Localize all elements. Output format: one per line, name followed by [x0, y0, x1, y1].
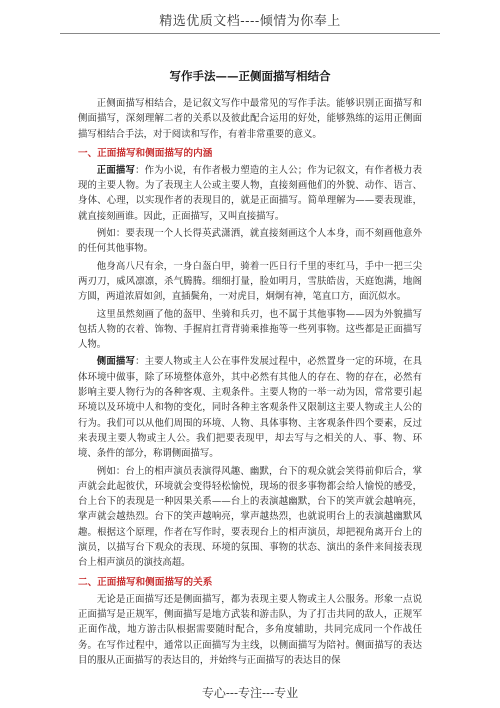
term-indirect-description: 侧面描写 [96, 356, 136, 368]
page-header: 精选优质文档----倾情为你奉上 [159, 14, 341, 29]
section-2-heading: 二、正面描写和侧面描写的关系 [78, 576, 213, 588]
section-1-paragraph-4: 这里虽然刻画了他的盔甲、坐骑和兵刃，也不属于其他事物——因为外貌描写包括人物的衣着、饰物、手握肩扛背背骑乘推拖等一些列事物。这些都是正面描写人物。 [78, 308, 422, 351]
header-divider [60, 33, 440, 34]
section-2-paragraph-1: 无论是正面描写还是侧面描写，都为表现主要人物或主人公服务。形象一点说正面描写是正规军，侧面描写是地方武装和游击队，为了打击共同的敌人，正规军正面作战，地方游击队根据需要随时配合，多角度辅助，共同完成同一个作战任务。在写作过程中，通常以正面描写为主线，以侧面描写为陪衬。侧面描写的表达目的服从正面描写的表达目的，并始终与正面描写的表达目的保 [78, 593, 422, 666]
intro-paragraph: 正侧面描写相结合，是记叙文写作中最常见的写作手法。能够识别正面描写和侧面描写，深刻理解二者的关系以及彼此配合运用的好处，能够熟练的运用正侧面描写相结合手法，对于阅读和写作，有着非常重要的意义。 [78, 98, 422, 140]
section-1-paragraph-5-text: ：主要人物或主人公在事件发展过程中，必然置身一定的环境，在具体环境中做事，除了环境整体意外，其中必然有其他人的存在、物的存在，必然有影响主要人物行为的各种客观、主观条件。主要人物的一举一动为因，常常要引起环境以及环境中人和物的变化，同时各种主客观条件又限制这主要人物或主人公的行为。我们可以从他们周围的环境、人物、具体事物、主客观条件四个要素，反过来表现主要人物或主人公。我们把要表现甲，却去写与之相关的人、事、物、环境、条件的部分，称谓侧面描写。 [78, 356, 422, 460]
section-1-paragraph-6: 例如：台上的相声演员表演得风趣、幽默，台下的观众就会笑得前仰后合，掌声就会此起彼伏，环境就会变得轻松愉悦，现场的很多事物都会给人愉悦的感受，台上台下的表现是一种因果关系——台上的表演越幽默，台下的笑声就会越响亮，掌声就会越热烈。台下的笑声越响亮，掌声越热烈，也就说明台上的表演越幽默风趣。根据这个原理，作者在写作时，要表现台上的相声演员，却把视角离开台上的演员，以描写台下观众的表现、环境的氛围、事物的状态、演出的条件来间接表现台上相声演员的演技高超。 [78, 465, 422, 569]
page-footer: 专心---专注---专业 [201, 686, 299, 700]
section-1-paragraph-5 [78, 354, 422, 461]
term-direct-description: 正面描写 [96, 164, 136, 176]
section-1-heading: 一、正面描写和侧面描写的内涵 [78, 147, 213, 159]
section-1-paragraph-3: 他身高八尺有余，一身白盔白甲，骑着一匹日行千里的枣红马，手中一把三尖两刃刀，威风凛凛，杀气腾腾。细细打量，脸如明月，雪肤皓齿，天庭饱满，地阁方圆，两道浓眉如剑，直插鬓角，一对虎目，炯炯有神，笔直口方，面沉似水。 [78, 260, 422, 303]
section-1-paragraph-1 [78, 163, 422, 224]
document-body [78, 96, 422, 670]
section-1-paragraph-1-text: ：作为小说，有作者极力塑造的主人公；作为记叙文，有作者极力表现的主要人物。为了表现主人公或主要人物，直接刻画他们的外貌、动作、语言、身体、心理，以实现作者的表现目的，就是正面描写。简单理解为——要表现谁，就直接刻画谁。因此，正面描写，又叫直接描写。 [78, 164, 422, 222]
section-1-paragraph-2: 例如：要表现一个人长得英武潇洒，就直接刻画这个人本身，而不刻画他意外的任何其他事物。 [78, 228, 422, 255]
document-title: 写作手法——正侧面描写相结合 [169, 69, 331, 83]
